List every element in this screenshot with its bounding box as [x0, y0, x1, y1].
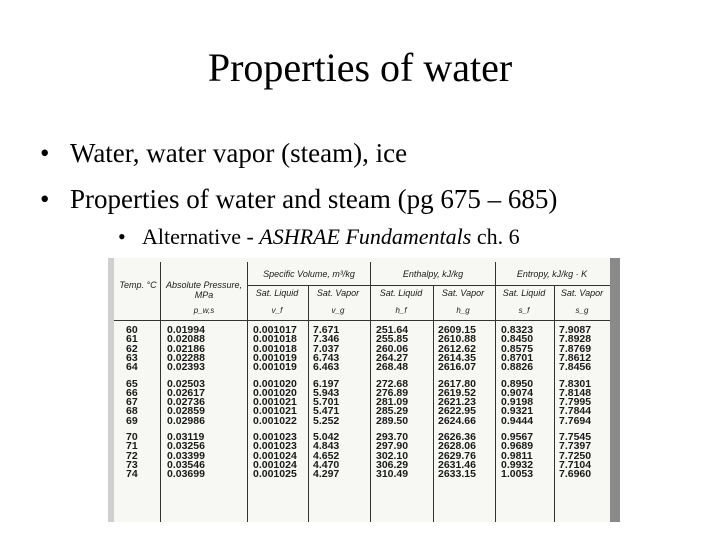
table-cell: 5.943	[313, 386, 340, 399]
table-cell: 0.001023	[253, 440, 297, 453]
table-cell: 0.001022	[253, 414, 297, 427]
table-cell: 7.9087	[559, 324, 592, 336]
table-cell: 7.8148	[559, 386, 592, 399]
table-cell: 68	[126, 405, 138, 418]
table-cell: 5.252	[313, 414, 340, 427]
table-cell: 0.8323	[501, 324, 534, 336]
header-rule	[114, 320, 610, 321]
table-cell: 73	[126, 458, 138, 471]
table-cell: 74	[126, 468, 138, 481]
sub-bullet-italic: ASHRAE Fundamentals	[259, 224, 472, 249]
table-cell: 0.01994	[167, 324, 205, 336]
column-divider	[370, 262, 371, 522]
table-cell: 0.02288	[167, 351, 205, 364]
table-cell: 4.652	[313, 449, 340, 462]
table-cell: 0.03699	[167, 468, 205, 481]
table-cell: 71	[126, 440, 138, 453]
table-cell: 0.02186	[167, 342, 205, 355]
table-cell: 285.29	[376, 405, 409, 418]
table-cell: 7.7545	[559, 431, 592, 443]
table-cell: 4.297	[313, 468, 340, 481]
group-header-specific-volume: Specific Volume, m³/kg	[263, 269, 355, 279]
column-header: Temp. °C	[119, 280, 157, 290]
table-cell: 7.346	[313, 333, 340, 346]
table-cell: 0.03119	[167, 431, 205, 443]
sub-bullet-item	[118, 223, 520, 251]
table-cell: 4.470	[313, 458, 340, 471]
slide-title: Properties of water	[207, 45, 513, 90]
table-cell: 64	[126, 361, 138, 374]
table-cell: 6.743	[313, 351, 340, 364]
table-cell: 0.9074	[501, 386, 534, 399]
table-cell: 72	[126, 449, 138, 462]
table-cell: 289.50	[376, 414, 409, 427]
table-cell: 0.001024	[253, 449, 297, 462]
table-cell: 7.8769	[559, 342, 592, 355]
table-cell: 2614.35	[438, 351, 476, 364]
table-cell: 0.001021	[253, 396, 297, 409]
table-cell: 264.27	[376, 351, 409, 364]
table-cell: 0.9932	[501, 458, 534, 471]
table-cell: 5.471	[313, 405, 340, 418]
table-cell: 2629.76	[438, 449, 476, 462]
table-cell: 2609.15	[438, 324, 476, 336]
bullet-item	[40, 183, 557, 215]
bullet-glyph: •	[40, 184, 50, 214]
table-cell: 251.64	[376, 324, 409, 336]
table-cell: 2622.95	[438, 405, 476, 418]
group-header-entropy: Entropy, kJ/kg · K	[516, 269, 588, 279]
table-cell: 69	[126, 414, 138, 427]
table-cell: 2624.66	[438, 414, 476, 427]
table-cell: 0.001017	[253, 324, 297, 336]
table-cell: 63	[126, 351, 138, 364]
table-cell: 7.8456	[559, 361, 592, 374]
table-cell: 0.03399	[167, 449, 205, 462]
table-cell: 2621.23	[438, 396, 476, 409]
table-cell: 306.29	[376, 458, 409, 471]
table-cell: 0.8450	[501, 333, 534, 346]
table-cell: 2628.06	[438, 440, 476, 453]
table-cell: 67	[126, 396, 138, 409]
table-cell: 70	[126, 431, 138, 443]
table-cell: 0.8701	[501, 351, 534, 364]
column-symbol: p_w,s	[193, 306, 215, 315]
column-header: Sat. Liquid	[379, 288, 423, 298]
column-header: Sat. Vapor	[560, 288, 604, 298]
table-cell: 5.701	[313, 396, 340, 409]
table-cell: 0.8826	[501, 361, 534, 374]
table-cell: 293.70	[376, 431, 409, 443]
table-cell: 0.02986	[167, 414, 205, 427]
bullet-text: Properties of water and steam (pg 675 – 685)	[70, 184, 558, 214]
table-cell: 7.8928	[559, 333, 592, 346]
table-cell: 297.90	[376, 440, 409, 453]
table-cell: 2610.88	[438, 333, 476, 346]
table-cell: 0.02088	[167, 333, 205, 346]
header-rule	[247, 285, 610, 286]
table-cell: 0.03256	[167, 440, 205, 453]
table-cell: 2619.52	[438, 386, 476, 399]
table-cell: 0.9321	[501, 405, 534, 418]
column-divider	[160, 262, 161, 522]
table-cell: 7.037	[313, 342, 340, 355]
table-cell: 66	[126, 386, 138, 399]
table-cell: 2626.36	[438, 431, 476, 443]
table-cell: 0.02736	[167, 396, 205, 409]
column-divider	[247, 262, 248, 522]
table-cell: 268.48	[376, 361, 409, 374]
table-cell: 7.7694	[559, 414, 592, 427]
table-cell: 0.9689	[501, 440, 534, 453]
column-symbol: v_g	[331, 306, 345, 315]
table-cell: 0.9567	[501, 431, 534, 443]
table-cell: 7.6960	[559, 468, 592, 481]
table-cell: 7.7250	[559, 449, 592, 462]
table-cell: 6.463	[313, 361, 340, 374]
column-header: Sat. Vapor	[441, 288, 485, 298]
table-cell: 0.001018	[253, 342, 297, 355]
table-cell: 0.9198	[501, 396, 534, 409]
table-cell: 62	[126, 342, 138, 355]
table-cell: 0.8950	[501, 377, 534, 390]
table-cell: 0.001018	[253, 333, 297, 346]
steam-table-scan	[108, 258, 620, 522]
column-symbol: s_g	[575, 306, 589, 315]
table-cell: 2612.62	[438, 342, 476, 355]
table-cell: 0.001020	[253, 386, 297, 399]
scan-edge-left	[108, 258, 114, 522]
table-cell: 0.8575	[501, 342, 534, 355]
table-cell: 0.001019	[253, 361, 297, 374]
table-cell: 272.68	[376, 377, 409, 390]
table-cell: 276.89	[376, 386, 409, 399]
column-symbol: s_f	[518, 306, 530, 315]
column-symbol: v_f	[271, 306, 283, 315]
table-cell: 255.85	[376, 333, 409, 346]
column-header: Sat. Liquid	[502, 288, 546, 298]
column-symbol: h_g	[456, 306, 470, 315]
table-cell: 61	[126, 333, 138, 346]
table-cell: 0.9444	[501, 414, 534, 427]
table-cell: 7.7104	[559, 458, 592, 471]
table-cell: 4.843	[313, 440, 340, 453]
table-cell: 0.001023	[253, 431, 297, 443]
group-header-enthalpy: Enthalpy, kJ/kg	[402, 269, 464, 279]
table-cell: 0.001021	[253, 405, 297, 418]
column-header: Sat. Liquid	[255, 288, 299, 298]
column-header: Sat. Vapor	[316, 288, 360, 298]
bullet-text: Water, water vapor (steam), ice	[70, 138, 408, 168]
table-cell: 7.7844	[559, 405, 592, 418]
table-cell: 7.671	[313, 324, 340, 336]
table-cell: 1.0053	[501, 468, 534, 481]
table-cell: 0.001025	[253, 468, 297, 481]
column-symbol: h_f	[395, 306, 407, 315]
table-cell: 2617.80	[438, 377, 476, 390]
table-cell: 0.9811	[501, 449, 533, 462]
table-cell: 7.7397	[559, 440, 592, 453]
table-cell: 260.06	[376, 342, 409, 355]
sub-bullet-suffix: ch. 6	[471, 224, 520, 249]
column-header: Absolute Pressure, MPa	[165, 280, 243, 300]
table-cell: 7.7995	[559, 396, 592, 409]
table-cell: 0.02859	[167, 405, 205, 418]
table-cell: 2616.07	[438, 361, 476, 374]
table-cell: 0.001020	[253, 377, 297, 390]
bullet-item	[40, 137, 407, 169]
column-divider	[495, 262, 496, 522]
table-cell: 0.02503	[167, 377, 205, 390]
table-cell: 302.10	[376, 449, 409, 462]
table-cell: 65	[126, 377, 138, 390]
scan-edge-right	[610, 258, 620, 522]
table-cell: 281.09	[376, 396, 409, 409]
table-cell: 0.001024	[253, 458, 297, 471]
bullet-glyph: •	[40, 138, 50, 168]
table-cell: 0.001019	[253, 351, 297, 364]
table-cell: 7.8612	[559, 351, 592, 364]
table-cell: 0.03546	[167, 458, 205, 471]
table-cell: 2631.46	[438, 458, 476, 471]
table-cell: 0.02393	[167, 361, 205, 374]
bullet-glyph: •	[118, 224, 126, 249]
table-cell: 2633.15	[438, 468, 476, 481]
table-cell: 60	[126, 324, 138, 336]
table-cell: 6.197	[313, 377, 340, 390]
table-cell: 0.02617	[167, 386, 205, 399]
table-cell: 7.8301	[559, 377, 592, 390]
table-cell: 5.042	[313, 431, 340, 443]
table-cell: 310.49	[376, 468, 409, 481]
sub-bullet-prefix: Alternative -	[142, 224, 260, 249]
